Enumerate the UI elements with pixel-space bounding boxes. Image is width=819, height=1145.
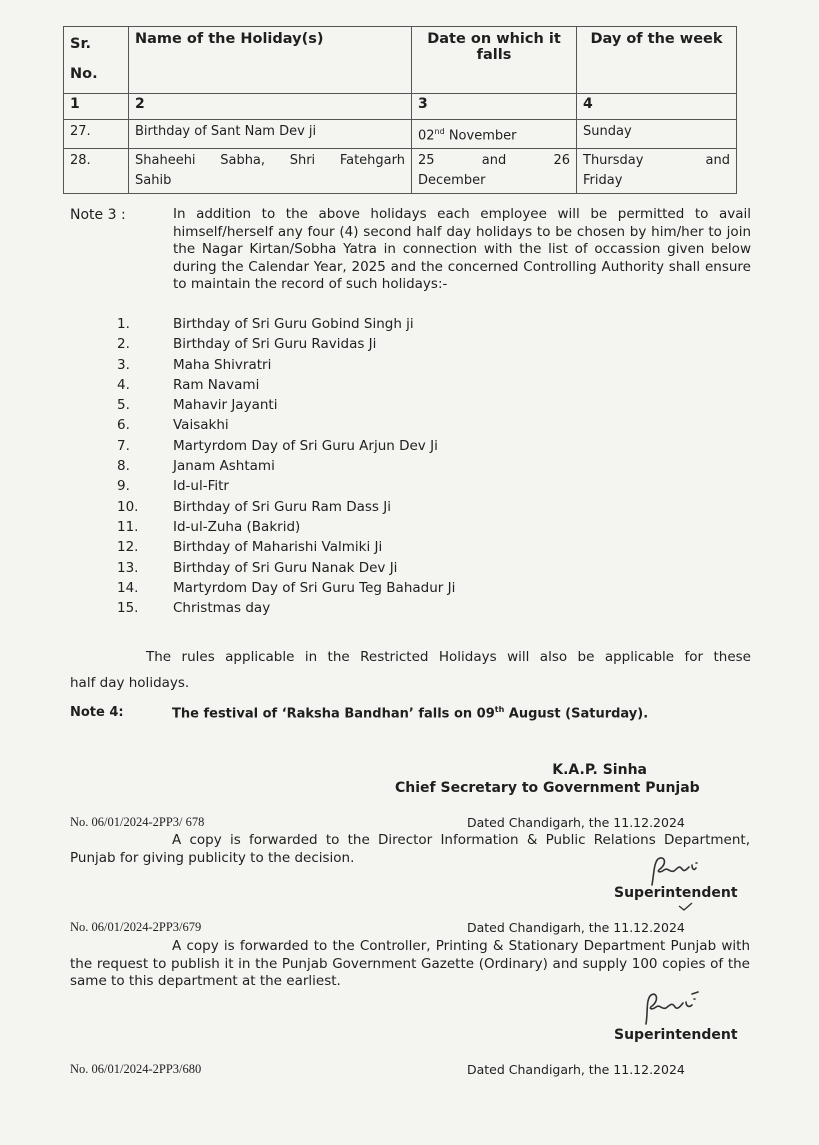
list-item-label: Id-ul-Zuha (Bakrid) — [173, 518, 301, 535]
list-item — [117, 497, 455, 517]
row-date-line1: 25 and 26 — [418, 153, 570, 169]
list-item — [117, 558, 455, 578]
row-date-rest: November — [444, 128, 517, 144]
table-header-row — [64, 27, 737, 94]
list-item-label: Martyrdom Day of Sri Guru Teg Bahadur Ji — [173, 579, 456, 596]
col-number: 3 — [412, 94, 577, 120]
list-item-label: Birthday of Maharishi Valmiki Ji — [173, 539, 383, 556]
list-item-number: 14. — [117, 579, 139, 596]
row-date — [412, 120, 577, 149]
list-item-label: Birthday of Sri Guru Ram Dass Ji — [173, 498, 391, 515]
endorsement-dated: Dated Chandigarh, the 11.12.2024 — [467, 1062, 685, 1077]
header-sr: Sr. — [70, 36, 92, 52]
list-item — [117, 436, 455, 456]
superintendent-label: Superintendent — [614, 885, 738, 901]
list-item-number: 12. — [117, 539, 139, 556]
endorsement-dated: Dated Chandigarh, the 11.12.2024 — [467, 920, 685, 935]
header-date: Date on which it falls — [412, 27, 577, 94]
col-number: 2 — [129, 94, 412, 120]
list-item — [117, 415, 455, 435]
header-name: Name of the Holiday(s) — [129, 27, 412, 94]
list-item — [117, 375, 455, 395]
endorsement-text: A copy is forwarded to the Controller, Printing & Stationary Department Punjab with the request to publish it in the Punjab Government Gazette (Ordinary) and supply 100 copies of the same to this department at the earliest. — [70, 938, 750, 989]
col-number: 4 — [577, 94, 737, 120]
column-number-row — [64, 94, 737, 120]
list-item-number: 3. — [117, 356, 130, 373]
list-item — [117, 314, 455, 334]
list-item-number: 11. — [117, 518, 139, 535]
row-sr: 28. — [64, 149, 129, 194]
row-day: Sunday — [577, 120, 737, 149]
handwritten-signature — [646, 855, 706, 889]
list-item — [117, 476, 455, 496]
list-item-label: Christmas day — [173, 600, 271, 617]
list-item-label: Id-ul-Fitr — [173, 478, 229, 495]
list-item-number: 2. — [117, 336, 130, 353]
list-item-label: Vaisakhi — [173, 417, 229, 434]
row-date-num: 02 — [418, 128, 435, 144]
rules-text-line1: The rules applicable in the Restricted Holidays will also be applicable for these — [146, 649, 751, 665]
list-item-label: Martyrdom Day of Sri Guru Arjun Dev Ji — [173, 437, 438, 454]
list-item-number: 6. — [117, 417, 130, 434]
endorsement-text: A copy is forwarded to the Director Information & Public Relations Department, Punjab for giving publicity to the decision. — [70, 832, 750, 866]
note4-label: Note 4: — [70, 705, 124, 720]
row-date — [412, 149, 577, 194]
handwritten-signature — [636, 990, 706, 1028]
note4-text-before: The festival of ‘Raksha Bandhan’ falls on 09 — [172, 706, 495, 722]
list-item-number: 13. — [117, 559, 139, 576]
table-row — [64, 149, 737, 194]
row-day-line2: Friday — [583, 173, 623, 189]
signature-tick-mark — [676, 901, 696, 913]
list-item — [117, 334, 455, 354]
endorsement-ref-no: No. 06/01/2024-2PP3/ 678 — [70, 815, 205, 829]
signatory-name: K.A.P. Sinha — [552, 762, 647, 778]
list-item-label: Mahavir Jayanti — [173, 397, 278, 414]
list-item-label: Birthday of Sri Guru Ravidas Ji — [173, 336, 377, 353]
row-day — [577, 149, 737, 194]
list-item-label: Ram Navami — [173, 376, 260, 393]
list-item-number: 15. — [117, 600, 139, 617]
list-item-number: 9. — [117, 478, 130, 495]
row-name-line2: Sahib — [135, 173, 172, 189]
list-item-label: Janam Ashtami — [173, 458, 275, 475]
row-day-line1: Thursday and — [583, 153, 730, 169]
row-name: Birthday of Sant Nam Dev ji — [129, 120, 412, 149]
table-row — [64, 120, 737, 149]
note3-label: Note 3 : — [70, 207, 126, 223]
list-item-number: 4. — [117, 376, 130, 393]
header-sr-no — [64, 27, 129, 94]
endorsement-ref-no: No. 06/01/2024-2PP3/680 — [70, 1062, 202, 1076]
superintendent-label: Superintendent — [614, 1027, 738, 1043]
list-item-label: Maha Shivratri — [173, 356, 272, 373]
list-item-number: 1. — [117, 316, 130, 332]
header-no: No. — [70, 66, 98, 82]
row-date-sup: nd — [434, 127, 445, 136]
note4-text-after: August (Saturday). — [504, 706, 649, 722]
list-item — [117, 598, 455, 618]
endorsement-dated: Dated Chandigarh, the 11.12.2024 — [467, 815, 685, 830]
list-item — [117, 578, 455, 598]
list-item-number: 5. — [117, 397, 130, 414]
list-item — [117, 456, 455, 476]
list-item-label: Birthday of Sri Guru Nanak Dev Ji — [173, 559, 398, 576]
list-item-label: Birthday of Sri Guru Gobind Singh ji — [173, 316, 414, 332]
row-name-line1: Shaheehi Sabha, Shri Fatehgarh — [135, 153, 405, 169]
signatory-title: Chief Secretary to Government Punjab — [395, 780, 700, 796]
row-date-line2: December — [418, 173, 486, 189]
holidays-table — [63, 26, 737, 194]
list-item-number: 10. — [117, 498, 139, 515]
note4-sup: th — [494, 705, 505, 714]
rules-text-line2: half day holidays. — [70, 675, 190, 691]
occasion-list — [117, 314, 455, 618]
list-item-number: 7. — [117, 437, 130, 454]
header-day: Day of the week — [577, 27, 737, 94]
row-name — [129, 149, 412, 194]
list-item — [117, 537, 455, 557]
list-item — [117, 517, 455, 537]
list-item — [117, 355, 455, 375]
list-item — [117, 395, 455, 415]
col-number: 1 — [64, 94, 129, 120]
row-sr: 27. — [64, 120, 129, 149]
list-item-number: 8. — [117, 458, 130, 475]
note4-text — [172, 705, 648, 721]
endorsement-ref-no: No. 06/01/2024-2PP3/679 — [70, 920, 202, 934]
note3-text: In addition to the above holidays each employee will be permitted to avail himself/herself any four (4) second half day holidays to be chosen by him/her to join the Nagar Kirtan/Sobha Yatra in connection with the list of occassion given below during the Calendar Year, 2025 and the concerned Controlling Authority shall ensure to maintain the record of such holidays:- — [173, 206, 751, 292]
